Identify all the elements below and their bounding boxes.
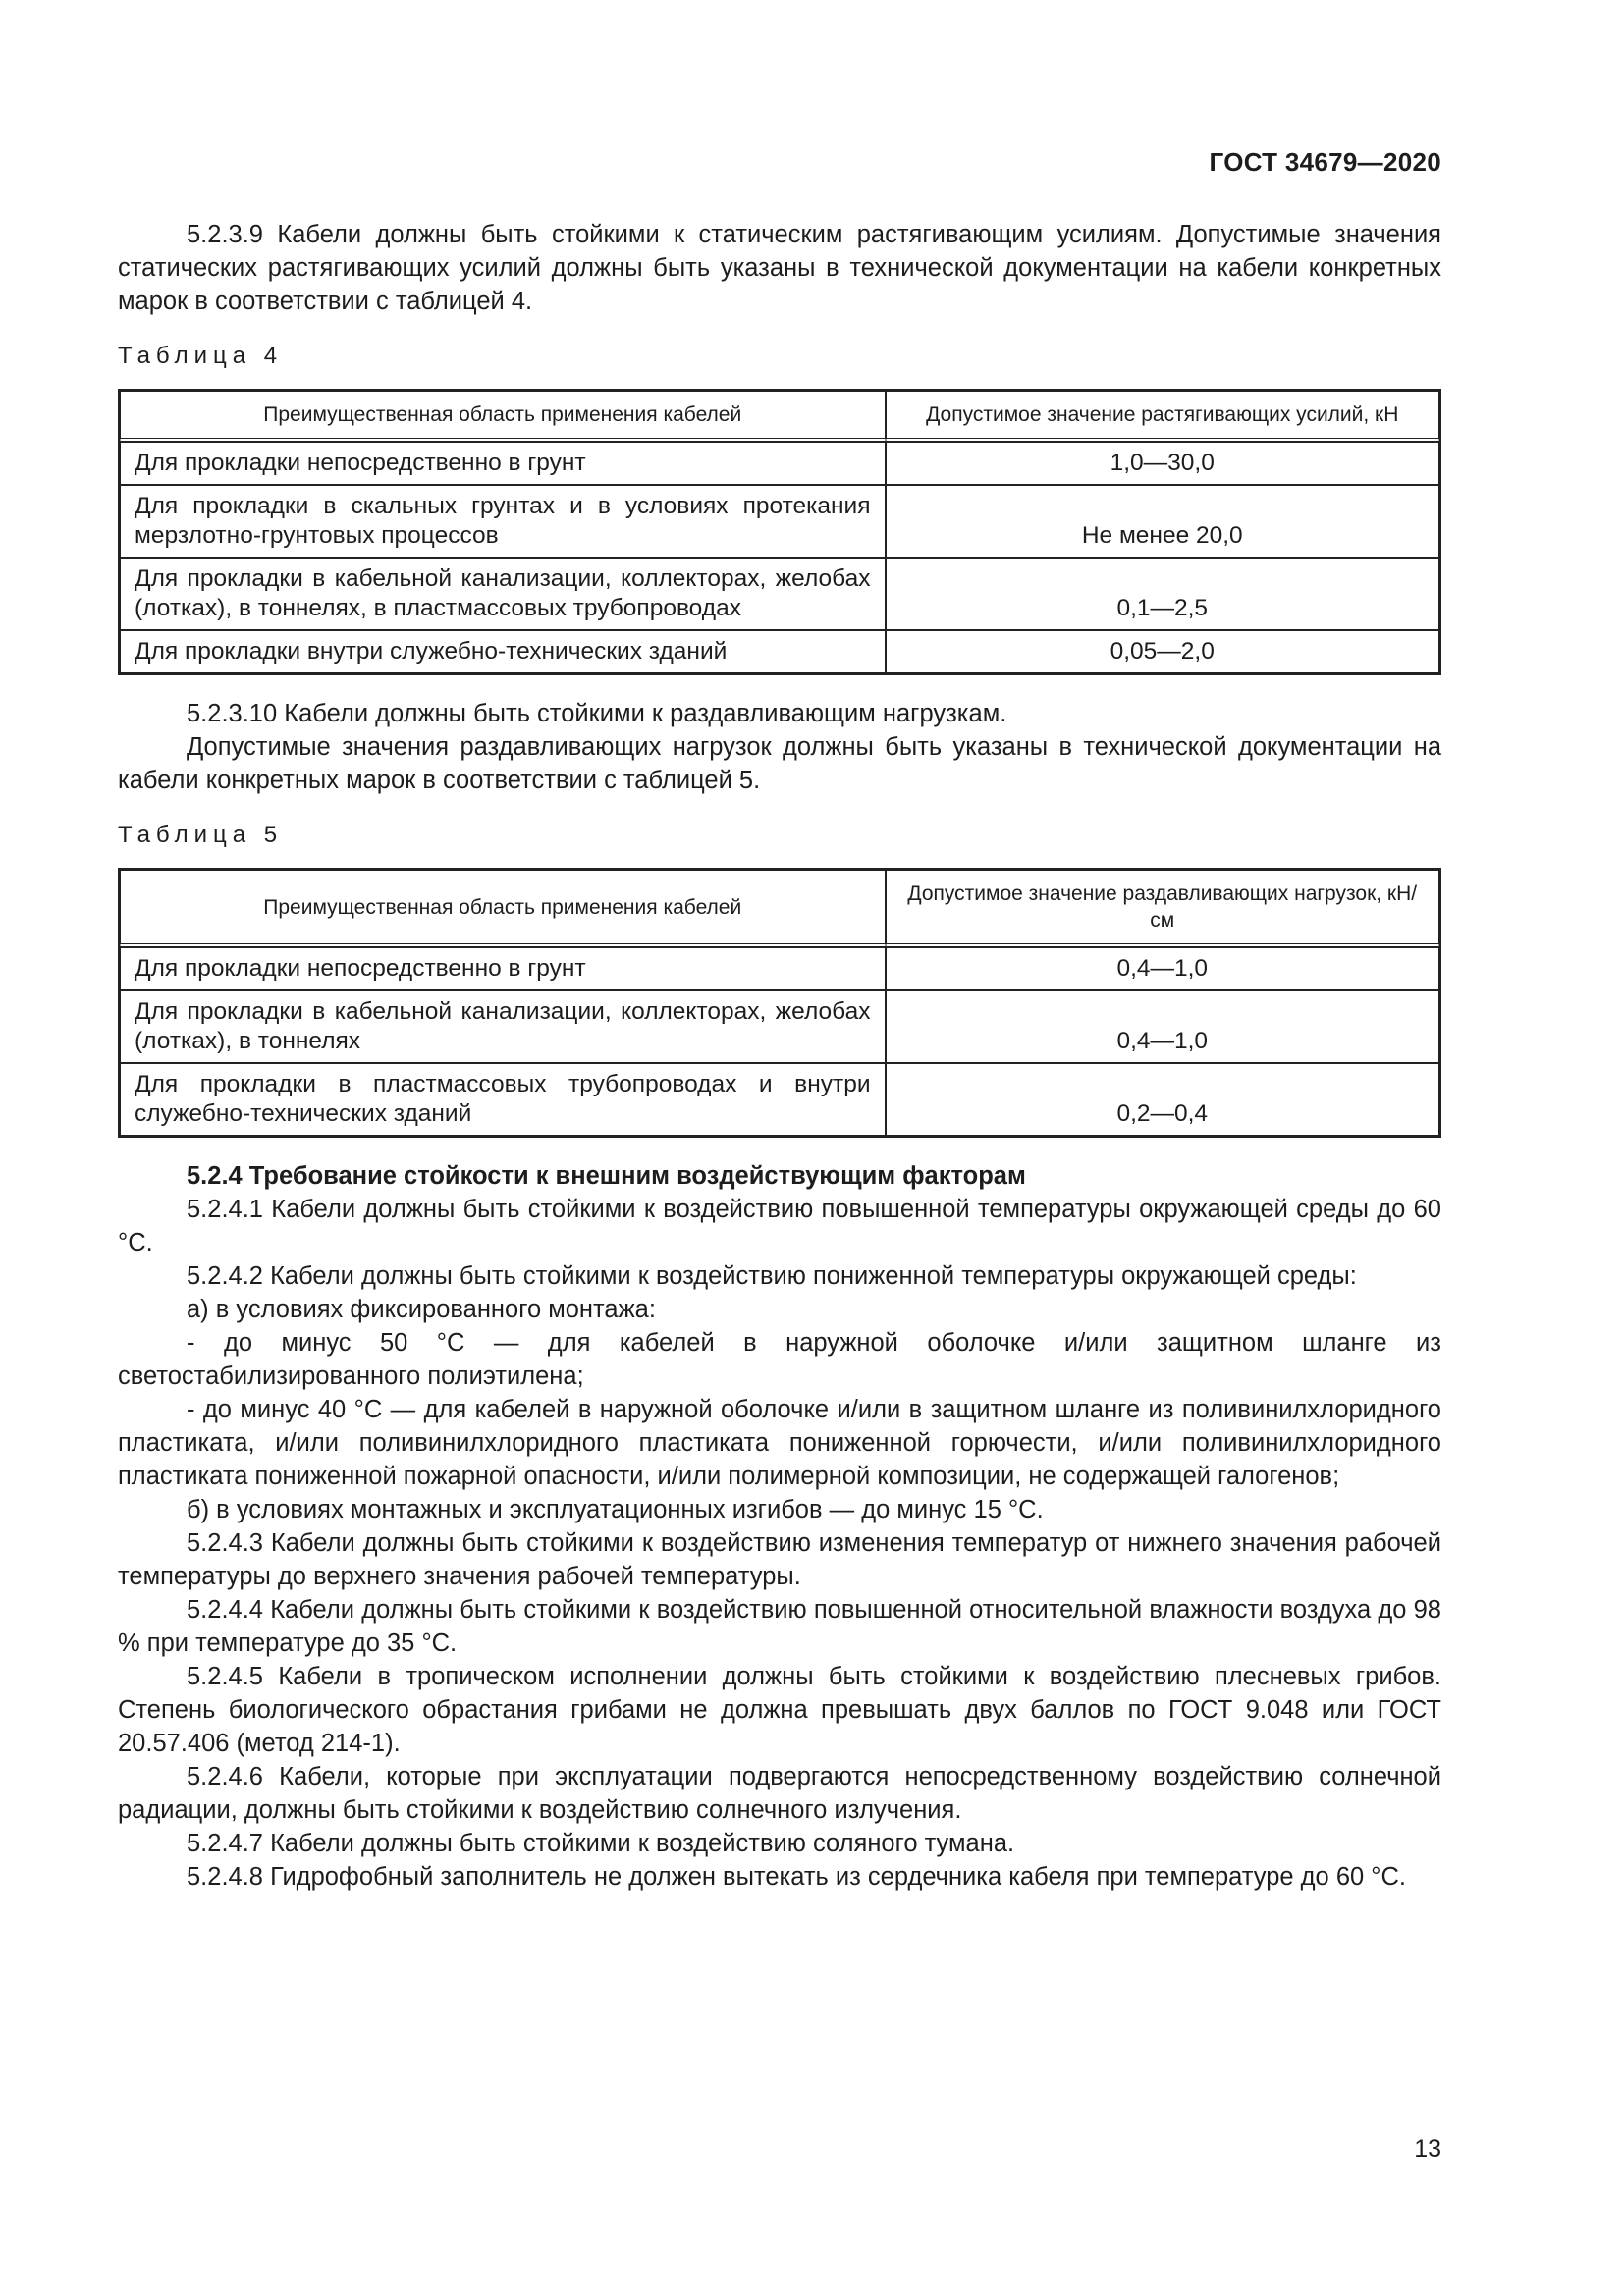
table-cell-area: Для прокладки внутри служебно-технических зданий <box>120 630 886 673</box>
paragraph: 5.2.4.4 Кабели должны быть стойкими к воздействию повышенной относительной влажности воздуха до 98 % при температуре до 35 °C. <box>118 1596 1441 1657</box>
table-cell-area: Для прокладки в скальных грунтах и в условиях протекания мерзлотно-грунтовых процессов <box>120 485 886 558</box>
table-header-cell: Допустимое значение растягивающих усилий, кН <box>886 391 1439 442</box>
paragraph: 5.2.4.2 Кабели должны быть стойкими к воздействию пониженной температуры окружающей среды: <box>187 1262 1357 1290</box>
table-header-cell: Допустимое значение раздавливающих нагрузок, кН/см <box>886 870 1439 947</box>
table-row <box>120 990 1439 1063</box>
table-cell-area: Для прокладки в кабельной канализации, коллекторах, желобах (лотках), в тоннелях <box>120 990 886 1063</box>
table-row <box>120 485 1439 558</box>
page-number: 13 <box>1414 2135 1441 2163</box>
table-cell-value: 0,4—1,0 <box>886 990 1439 1063</box>
table-cell-area: Для прокладки в кабельной канализации, коллекторах, желобах (лотках), в тоннелях, в пластмассовых трубопроводах <box>120 558 886 630</box>
table-header-row <box>120 391 1439 442</box>
paragraph: 5.2.4.3 Кабели должны быть стойкими к воздействию изменения температур от нижнего значения рабочей температуры до верхнего значения рабочей температуры. <box>118 1529 1441 1590</box>
table-4 <box>118 389 1441 675</box>
list-item: - до минус 50 °C — для кабелей в наружной оболочке и/или защитном шланге из светостабилизированного полиэтилена; <box>118 1329 1441 1390</box>
paragraph: 5.2.4.8 Гидрофобный заполнитель не должен вытекать из сердечника кабеля при температуре до 60 °C. <box>187 1863 1406 1891</box>
table-header-cell: Преимущественная область применения кабелей <box>120 870 886 947</box>
list-item: б) в условиях монтажных и эксплуатационных изгибов — до минус 15 °C. <box>187 1496 1044 1523</box>
list-item: - до минус 40 °C — для кабелей в наружной оболочке и/или в защитном шланге из поливинилхлоридного пластиката, и/или поливинилхлоридного пластиката пониженной горючести, и/или поливинилхлоридного пластиката пониженной пожарной опасности, и/или полимерной композиции, не содержащей галогенов; <box>118 1396 1441 1490</box>
paragraph-5-2-3-10-text: Допустимые значения раздавливающих нагрузок должны быть указаны в технической документации на кабели конкретных марок в соответствии с таблицей 5. <box>118 733 1441 794</box>
paragraph: 5.2.4.5 Кабели в тропическом исполнении должны быть стойкими к воздействию плесневых грибов. Степень биологического обрастания грибами не должна превышать двух баллов по ГОСТ 9.048 или ГОСТ 20.57.406 (метод 214-1). <box>118 1663 1441 1757</box>
document-header-id: ГОСТ 34679—2020 <box>1209 147 1441 177</box>
table-cell-value: 0,05—2,0 <box>886 630 1439 673</box>
table-row <box>120 947 1439 990</box>
table-cell-area: Для прокладки в пластмассовых трубопроводах и внутри служебно-технических зданий <box>120 1063 886 1136</box>
table-cell-value: Не менее 20,0 <box>886 485 1439 558</box>
table-cell-area: Для прокладки непосредственно в грунт <box>120 442 886 485</box>
paragraph: 5.2.4.6 Кабели, которые при эксплуатации подвергаются непосредственному воздействию солнечной радиации, должны быть стойкими к воздействию солнечного излучения. <box>118 1763 1441 1824</box>
paragraph-5-2-3-9: 5.2.3.9 Кабели должны быть стойкими к статическим растягивающим усилиям. Допустимые значения статических растягивающих усилий должны быть указаны в технической документации на кабели конкретных марок в соответствии с таблицей 4. <box>118 221 1441 315</box>
table-row <box>120 1063 1439 1136</box>
table-header-row <box>120 870 1439 947</box>
paragraph: 5.2.4.7 Кабели должны быть стойкими к воздействию соляного тумана. <box>187 1830 1015 1857</box>
table-header-cell: Преимущественная область применения кабелей <box>120 391 886 442</box>
document-body <box>118 218 1441 1894</box>
paragraph: 5.2.4.1 Кабели должны быть стойкими к воздействию повышенной температуры окружающей среды до 60 °C. <box>118 1196 1441 1256</box>
table-row <box>120 558 1439 630</box>
table-4-caption: Таблица 4 <box>118 343 284 369</box>
table-cell-value: 0,4—1,0 <box>886 947 1439 990</box>
table-cell-value: 0,2—0,4 <box>886 1063 1439 1136</box>
table-row <box>120 442 1439 485</box>
paragraph-5-2-3-10: 5.2.3.10 Кабели должны быть стойкими к раздавливающим нагрузкам. <box>187 700 1007 727</box>
table-5 <box>118 868 1441 1138</box>
table-cell-value: 0,1—2,5 <box>886 558 1439 630</box>
section-heading-5-2-4: 5.2.4 Требование стойкости к внешним воздействующим факторам <box>187 1162 1026 1190</box>
table-cell-area: Для прокладки непосредственно в грунт <box>120 947 886 990</box>
table-5-caption: Таблица 5 <box>118 822 284 848</box>
list-item: а) в условиях фиксированного монтажа: <box>187 1296 656 1323</box>
table-row <box>120 630 1439 673</box>
table-cell-value: 1,0—30,0 <box>886 442 1439 485</box>
